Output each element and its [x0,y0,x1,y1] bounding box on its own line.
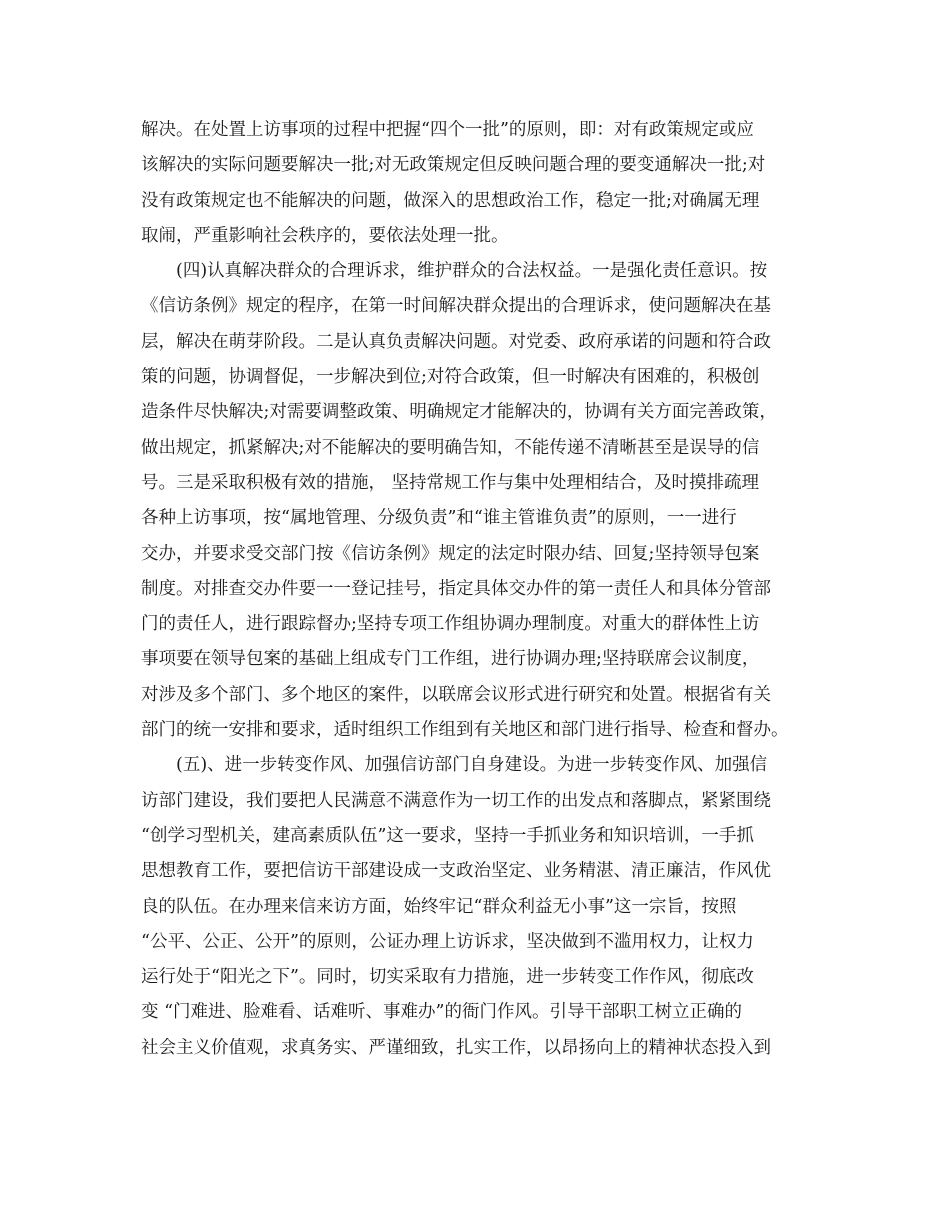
text-line: 思想教育工作，要把信访干部建设成一支政治坚定、业务精湛、清正廉洁，作风优 [141,861,771,882]
text-line: 取闹，严重影响社会秩序的，要依法处理一批。 [141,225,509,246]
text-line: 该解决的实际问题要解决一批;对无政策规定但反映问题合理的要变通解决一批;对 [141,155,766,176]
text-line: 良的队伍。在办理来信来访方面，始终牢记“群众利益无小事”这一宗旨，按照 [141,896,737,917]
text-line: 门的责任人，进行跟踪督办;坚持专项工作组协调办理制度。对重大的群体性上访 [141,614,760,635]
paragraph-first-line: (五)、进一步转变作风、加强信访部门自身建设。为进一步转变作风、加强信 [176,755,768,776]
text-line: 号。三是采取积极有效的措施， 坚持常规工作与集中处理相结合，及时摸排疏理 [141,472,760,493]
text-line: 社会主义价值观，求真务实、严谨细致，扎实工作，以昂扬向上的精神状态投入到 [141,1037,771,1058]
text-line: 没有政策规定也不能解决的问题，做深入的思想政治工作，稳定一批;对确属无理 [141,190,760,211]
text-line: 运行处于“阳光之下”。同时，切实采取有力措施，进一步转变工作作风，彻底改 [141,967,754,988]
text-line: “创学习型机关，建高素质队伍”这一要求，坚持一手抓业务和知识培训，一手抓 [141,825,754,846]
text-line: 层，解决在萌芽阶段。二是认真负责解决问题。对党委、政府承诺的问题和符合政 [141,331,771,352]
text-line: 变 “门难进、脸难看、话难听、事难办”的衙门作风。引导干部职工树立正确的 [141,1002,742,1023]
text-line: 访部门建设，我们要把人民满意不满意作为一切工作的出发点和落脚点，紧紧围绕 [141,790,771,811]
text-line: 对涉及多个部门、多个地区的案件，以联席会议形式进行研究和处置。根据省有关 [141,684,771,705]
text-line: 交办，并要求受交部门按《信访条例》规定的法定时限办结、回复;坚持领导包案 [141,543,760,564]
body-text [141,113,821,1066]
text-line: 做出规定，抓紧解决;对不能解决的要明确告知，不能传递不清晰甚至是误导的信 [141,437,760,458]
paragraph-first-line: (四)认真解决群众的合理诉求，维护群众的合法权益。一是强化责任意识。按 [176,261,768,282]
text-line: 制度。对排查交办件要一一登记挂号，指定具体交办件的第一责任人和具体分管部 [141,578,771,599]
text-line: “公平、公正、公开”的原则，公证办理上访诉求，坚决做到不滥用权力，让权力 [141,931,754,952]
text-line: 造条件尽快解决;对需要调整政策、明确规定才能解决的，协调有关方面完善政策， [141,402,777,423]
text-line: 策的问题，协调督促，一步解决到位;对符合政策，但一时解决有困难的，积极创 [141,367,760,388]
text-line: 各种上访事项，按“属地管理、分级负责”和“谁主管谁负责”的原则，一一进行 [141,508,737,529]
text-line: 《信访条例》规定的程序，在第一时间解决群众提出的合理诉求，使问题解决在基 [141,296,771,317]
text-line: 事项要在领导包案的基础上组成专门工作组，进行协调办理;坚持联席会议制度， [141,649,760,670]
text-line: 解决。在处置上访事项的过程中把握“四个一批”的原则，即：对有政策规定或应 [141,120,754,140]
text-line: 部门的统一安排和要求，适时组织工作组到有关地区和部门进行指导、检查和督办。 [141,720,789,741]
